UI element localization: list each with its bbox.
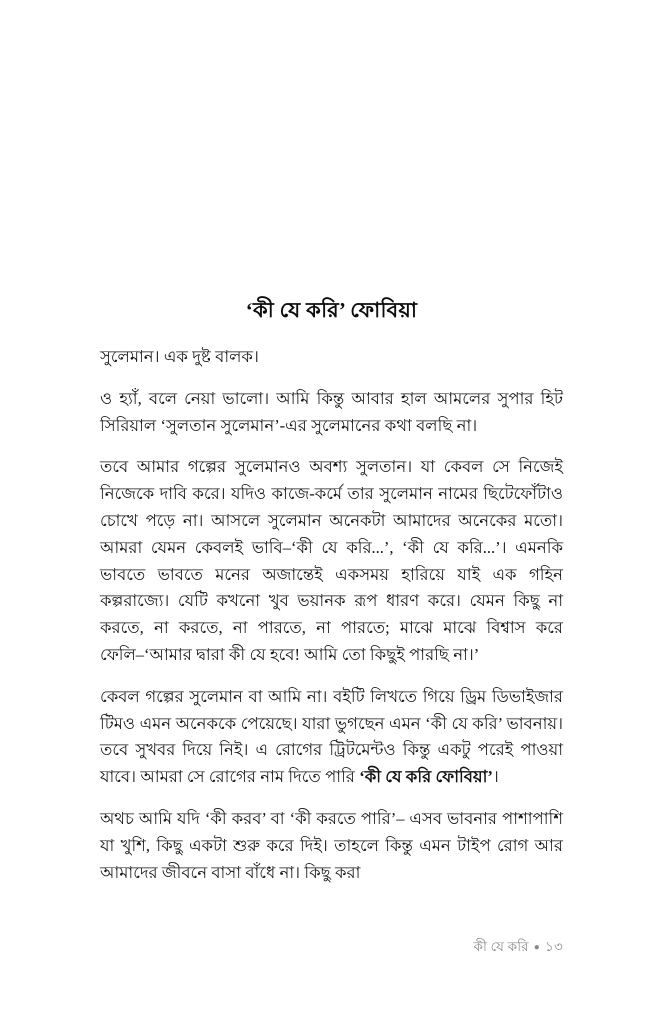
page-number: ১৩: [545, 939, 563, 954]
disease-name-emphasis: ‘কী যে করি ফোবিয়া’: [359, 767, 493, 787]
footer-bullet-icon: ●: [533, 941, 541, 953]
paragraph-5: অথচ আমি যদি ‘কী করব’ বা ‘কী করতে পারি’– এসব ভাবনার পাশাপাশি যা খুশি, কিছু একটা শুরু করে দিই। তাহলে কিন্তু এমন টাইপ রোগ আর আমাদের জীবনে বাসা বাঁধে না। কিছু করা: [100, 808, 563, 882]
paragraph-4: [100, 684, 563, 791]
paragraph-1: সুলেমান। এক দুষ্ট বালক।: [100, 347, 259, 366]
paragraph-3: তবে আমার গল্পের সুলেমানও অবশ্য সুলতান। যা কেবল সে নিজেই নিজেকে দাবি করে। যদিও কাজে-কর্মে তার সুলেমান নামের ছিটেফোঁটাও চোখে পড়ে না। আসলে সুলেমান অনেকটা আমাদের অনেকের মতো। আমরা যেমন কেবলই ভাবি–‘কী যে করি...’, ‘কী যে করি...’। এমনকি ভাবতে ভাবতে মনের অজান্তেই একসময় হারিয়ে যাই এক গহিন কল্পরাজ্যে। যেটি কখনো খুব ভয়ানক রূপ ধারণ করে। যেমন কিছু না করতে, না করতে, না পারতে, না পারতে; মাঝে মাঝে বিশ্বাস করে ফেলি–‘আমার দ্বারা কী যে হবে! আমি তো কিছুই পারছি না।’: [100, 457, 563, 664]
paragraph-4-lead: কেবল গল্পের সুলেমান বা আমি না। বইটি লিখতে গিয়ে ড্রিম ডিভাইজার টিমও এমন অনেককে পেয়েছে। যারা ভুগছেন এমন ‘কী যে করি’ ভাবনায়। তবে সুখবর দিয়ে নিই। এ রোগের ট্রিটমেন্টও কিন্তু একটু পরেই পাওয়া যাবে। আমরা সে রোগের নাম দিতে পারি: [100, 686, 563, 787]
footer-book-title: কী যে করি: [473, 939, 529, 954]
body-text-block: [100, 344, 563, 886]
chapter-title: ‘কী যে করি’ ফোবিয়া: [245, 298, 418, 323]
paragraph-2: ও হ্যাঁ, বলে নেয়া ভালো। আমি কিন্তু আবার হাল আমলের সুপার হিট সিরিয়াল ‘সুলতান সুলেমান’-এর সুলেমানের কথা বলছি না।: [100, 388, 563, 435]
paragraph-4-tail: ।: [492, 767, 499, 787]
page-footer: [100, 938, 563, 957]
page-content-column: [100, 0, 563, 1024]
